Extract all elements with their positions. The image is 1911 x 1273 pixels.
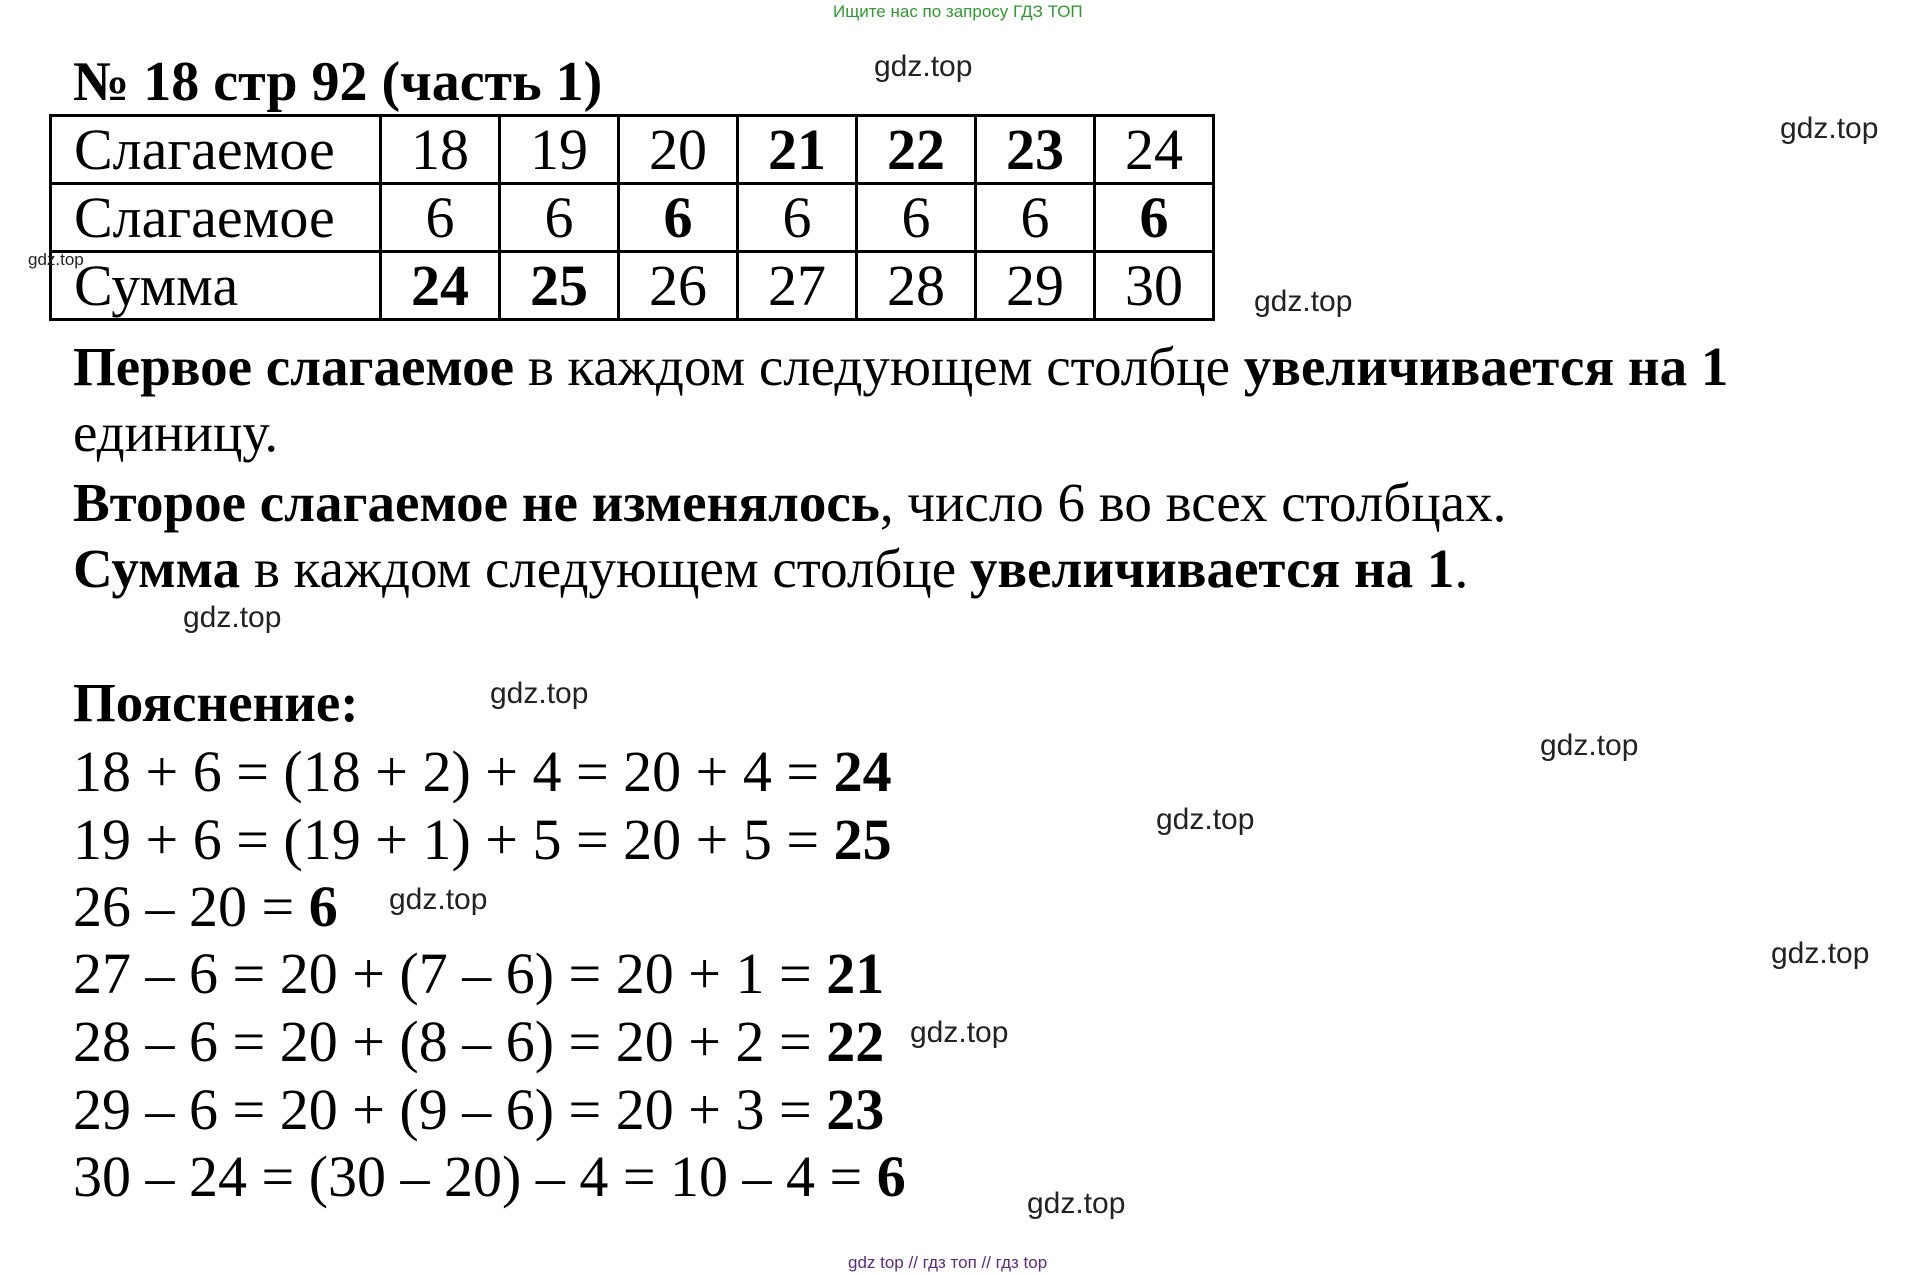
bold-text: увеличивается на 1 bbox=[969, 538, 1455, 599]
table-cell: 6 bbox=[619, 184, 738, 252]
bottom-banner: gdz top // гдз топ // гдз top bbox=[848, 1253, 1048, 1272]
equation-6 bbox=[73, 1076, 884, 1143]
addends-table bbox=[49, 114, 1215, 321]
watermark: gdz.top bbox=[910, 1016, 1009, 1049]
table-cell: 20 bbox=[619, 116, 738, 184]
equation-expression: 19 + 6 = (19 + 1) + 5 = 20 + 5 = bbox=[73, 807, 834, 872]
watermark: gdz.top bbox=[183, 601, 282, 634]
row-label: Сумма bbox=[51, 252, 381, 320]
watermark: gdz.top bbox=[1540, 729, 1639, 762]
table-cell: 25 bbox=[500, 252, 619, 320]
bold-text: Сумма bbox=[73, 538, 241, 599]
table-cell: 19 bbox=[500, 116, 619, 184]
equation-expression: 28 – 6 = 20 + (8 – 6) = 20 + 2 = bbox=[73, 1009, 827, 1074]
watermark: gdz.top bbox=[1156, 803, 1255, 836]
equation-2 bbox=[73, 806, 892, 873]
paragraph-second-addend bbox=[73, 470, 1506, 536]
equation-3 bbox=[73, 873, 338, 940]
watermark: gdz.top bbox=[1027, 1187, 1126, 1220]
equation-expression: 26 – 20 = bbox=[73, 874, 309, 939]
watermark: gdz.top bbox=[389, 883, 488, 916]
watermark: gdz.top bbox=[1780, 112, 1879, 145]
table-cell: 23 bbox=[976, 116, 1095, 184]
table-cell: 22 bbox=[857, 116, 976, 184]
equation-result: 24 bbox=[833, 739, 892, 804]
row-label: Слагаемое bbox=[51, 116, 381, 184]
page-title: № 18 стр 92 (часть 1) bbox=[73, 51, 603, 113]
table-row bbox=[51, 184, 1214, 252]
table-cell: 6 bbox=[976, 184, 1095, 252]
equation-result: 6 bbox=[308, 874, 338, 939]
equation-expression: 29 – 6 = 20 + (9 – 6) = 20 + 3 = bbox=[73, 1077, 827, 1142]
watermark: gdz.top bbox=[28, 250, 84, 269]
equation-result: 21 bbox=[826, 941, 885, 1006]
plain-text: единицу. bbox=[73, 402, 279, 463]
table-cell: 30 bbox=[1095, 252, 1214, 320]
plain-text: в каждом следующем столбце bbox=[240, 538, 970, 599]
equation-5 bbox=[73, 1008, 884, 1075]
table-cell: 27 bbox=[738, 252, 857, 320]
table-cell: 28 bbox=[857, 252, 976, 320]
equation-7 bbox=[73, 1143, 906, 1210]
table-cell: 6 bbox=[500, 184, 619, 252]
table-cell: 6 bbox=[738, 184, 857, 252]
equation-result: 6 bbox=[876, 1144, 906, 1209]
equation-expression: 18 + 6 = (18 + 2) + 4 = 20 + 4 = bbox=[73, 739, 834, 804]
watermark: gdz.top bbox=[490, 677, 589, 710]
explanation-title: Пояснение: bbox=[73, 672, 359, 733]
table-cell: 21 bbox=[738, 116, 857, 184]
table-cell: 6 bbox=[857, 184, 976, 252]
table-cell: 6 bbox=[1095, 184, 1214, 252]
watermark: gdz.top bbox=[1771, 937, 1870, 970]
watermark: gdz.top bbox=[874, 50, 973, 83]
paragraph-first-addend bbox=[73, 334, 1728, 466]
table-cell: 6 bbox=[381, 184, 500, 252]
top-banner: Ищите нас по запросу ГДЗ ТОП bbox=[833, 2, 1083, 21]
table-row bbox=[51, 252, 1214, 320]
equation-result: 22 bbox=[826, 1009, 885, 1074]
plain-text: , число 6 во всех столбцах. bbox=[879, 472, 1507, 533]
bold-text: Первое слагаемое bbox=[73, 336, 515, 397]
equation-result: 23 bbox=[826, 1077, 885, 1142]
paragraph-sum bbox=[73, 536, 1468, 602]
table-cell: 24 bbox=[381, 252, 500, 320]
table-cell: 24 bbox=[1095, 116, 1214, 184]
plain-text: . bbox=[1454, 538, 1469, 599]
equation-4 bbox=[73, 940, 884, 1007]
table-cell: 18 bbox=[381, 116, 500, 184]
table-cell: 26 bbox=[619, 252, 738, 320]
table-cell: 29 bbox=[976, 252, 1095, 320]
equation-1 bbox=[73, 738, 892, 805]
bold-text: Второе слагаемое не изменялось bbox=[73, 472, 880, 533]
bold-text: увеличивается на 1 bbox=[1243, 336, 1729, 397]
equation-result: 25 bbox=[833, 807, 892, 872]
equation-expression: 27 – 6 = 20 + (7 – 6) = 20 + 1 = bbox=[73, 941, 827, 1006]
equation-expression: 30 – 24 = (30 – 20) – 4 = 10 – 4 = bbox=[73, 1144, 877, 1209]
table-row bbox=[51, 116, 1214, 184]
plain-text: в каждом следующем столбце bbox=[514, 336, 1244, 397]
watermark: gdz.top bbox=[1254, 285, 1353, 318]
row-label: Слагаемое bbox=[51, 184, 381, 252]
